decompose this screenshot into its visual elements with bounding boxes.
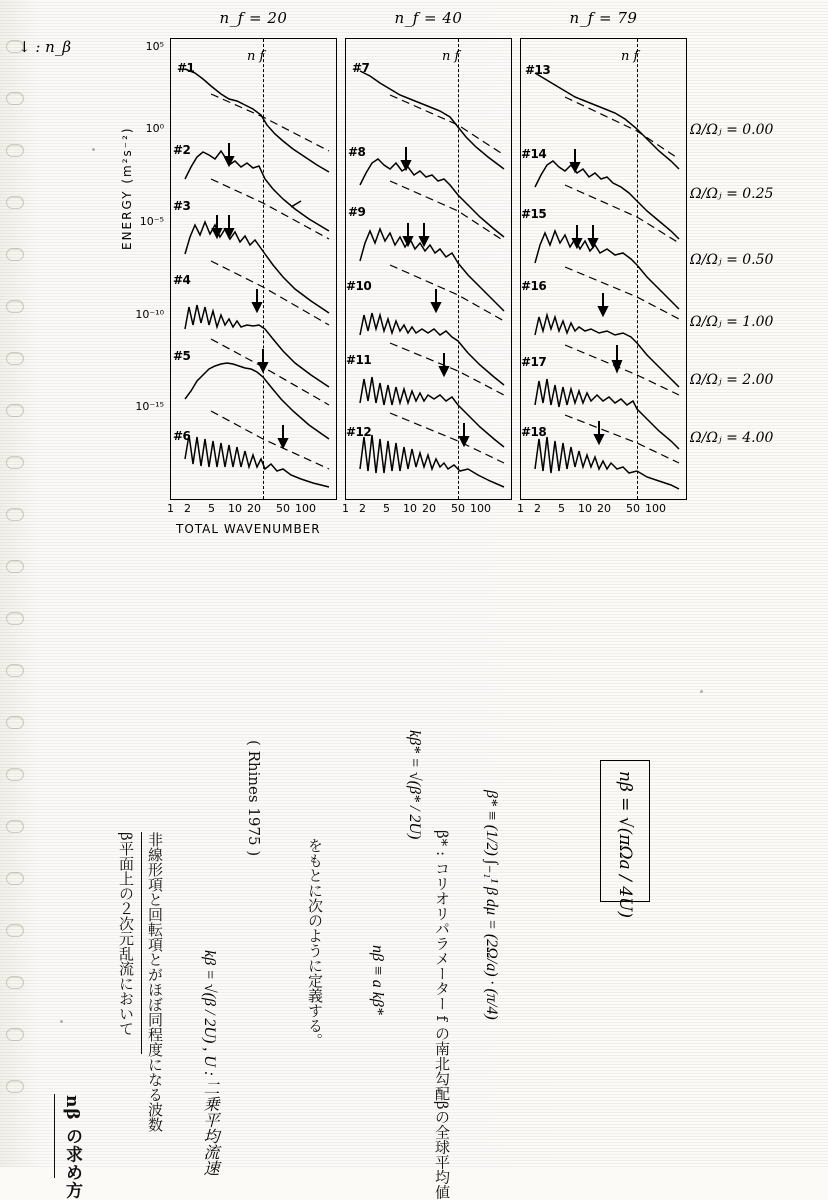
y-tick-label: 10⁻¹⁰: [135, 308, 164, 321]
spectrum-label: #15: [521, 207, 547, 221]
notes-heading: nβ の求め方: [62, 1095, 82, 1200]
spectrum-label: #13: [525, 63, 551, 77]
nf-marker-label: n f: [442, 49, 460, 64]
x-tick-label: 10: [578, 502, 592, 515]
equation-nbeta-def-text: nβ ≡ a kβ*: [369, 945, 386, 1015]
y-tick-label: 10⁵: [145, 40, 164, 53]
y-tick-label: 10⁻¹⁵: [135, 400, 164, 413]
spectrum-label: #6: [173, 429, 191, 443]
x-tick-label: 50: [276, 502, 290, 515]
x-tick-label: 100: [295, 502, 316, 515]
panel-title: n_f = 20: [219, 9, 288, 27]
spectrum-label: #3: [173, 199, 191, 213]
spectrum-label: #1: [177, 61, 195, 75]
x-tick-label: 2: [534, 502, 541, 515]
rotation-label: Ω/Ωⱼ = 1.00: [690, 314, 774, 330]
panel-title: n_f = 40: [394, 9, 463, 27]
spectrum-label: #9: [348, 205, 366, 219]
spectrum-label: #12: [346, 425, 372, 439]
spectrum-label: #10: [346, 279, 372, 293]
spectrum-label: #16: [521, 279, 547, 293]
x-tick-label: 2: [184, 502, 191, 515]
panel-title: n_f = 79: [569, 9, 638, 27]
x-tick-label: 1: [517, 502, 524, 515]
notes-line-1: β平面上の２次元乱流において: [117, 832, 135, 1036]
x-tick-label: 20: [247, 502, 261, 515]
spectrum-label: #11: [346, 353, 372, 367]
equation-kbeta: kβ = √(β / 2U) , U : 二乗平均流速: [201, 950, 218, 1177]
y-tick-label: 10⁰: [145, 122, 164, 135]
citation-rhines: ( Rhines 1975 ): [245, 740, 263, 857]
notes-line-4: β* : コリオリパラメーター f の南北勾配βの全球平均値: [433, 830, 451, 1200]
x-tick-label: 10: [403, 502, 417, 515]
boxed-result-text: nβ = √(πΩa / 4U): [615, 771, 635, 919]
spectrum-label: #14: [521, 147, 547, 161]
x-tick-label: 100: [470, 502, 491, 515]
nbeta-arrow-note: ↓ : n_β: [18, 38, 71, 56]
equation-beta-star: β* ≡ (1/2) ∫₋₁¹ β dμ = (2Ω/a) · (π/4): [483, 790, 500, 1020]
x-tick-label: 100: [645, 502, 666, 515]
x-tick-label: 1: [342, 502, 349, 515]
notes-line-3: をもとに次のように定義する。: [306, 838, 324, 1048]
x-tick-label: 5: [558, 502, 565, 515]
rotation-label: Ω/Ωⱼ = 0.50: [690, 252, 774, 268]
y-tick-label: 10⁻⁵: [139, 215, 164, 228]
x-tick-label: 5: [208, 502, 215, 515]
rotation-label: Ω/Ωⱼ = 2.00: [690, 372, 774, 388]
spectrum-label: #7: [352, 61, 370, 75]
rotation-label: Ω/Ωⱼ = 4.00: [690, 430, 774, 446]
spectrum-label: #2: [173, 143, 191, 157]
nf-marker-label: n f: [621, 49, 639, 64]
x-axis-title: TOTAL WAVENUMBER: [176, 522, 321, 536]
x-tick-label: 50: [451, 502, 465, 515]
y-axis-title: ENERGY (m²s⁻²): [120, 126, 134, 250]
x-tick-label: 5: [383, 502, 390, 515]
x-tick-label: 10: [228, 502, 242, 515]
x-tick-label: 20: [597, 502, 611, 515]
x-tick-label: 20: [422, 502, 436, 515]
spectrum-label: #4: [173, 273, 191, 287]
rotation-label: Ω/Ωⱼ = 0.00: [690, 122, 774, 138]
x-tick-label: 1: [167, 502, 174, 515]
spectrum-label: #17: [521, 355, 547, 369]
notes-line-2: 非線形項と回転項とがほぼ同程度になる波数: [146, 832, 164, 1132]
x-tick-label: 2: [359, 502, 366, 515]
spectrum-label: #8: [348, 145, 366, 159]
spectrum-label: #5: [173, 349, 191, 363]
x-tick-label: 50: [626, 502, 640, 515]
rotation-label: Ω/Ωⱼ = 0.25: [690, 186, 774, 202]
nf-marker-label: n f: [247, 49, 265, 64]
equation-kbeta-star: kβ* = √(β* / 2U): [406, 730, 423, 840]
spectrum-label: #18: [521, 425, 547, 439]
